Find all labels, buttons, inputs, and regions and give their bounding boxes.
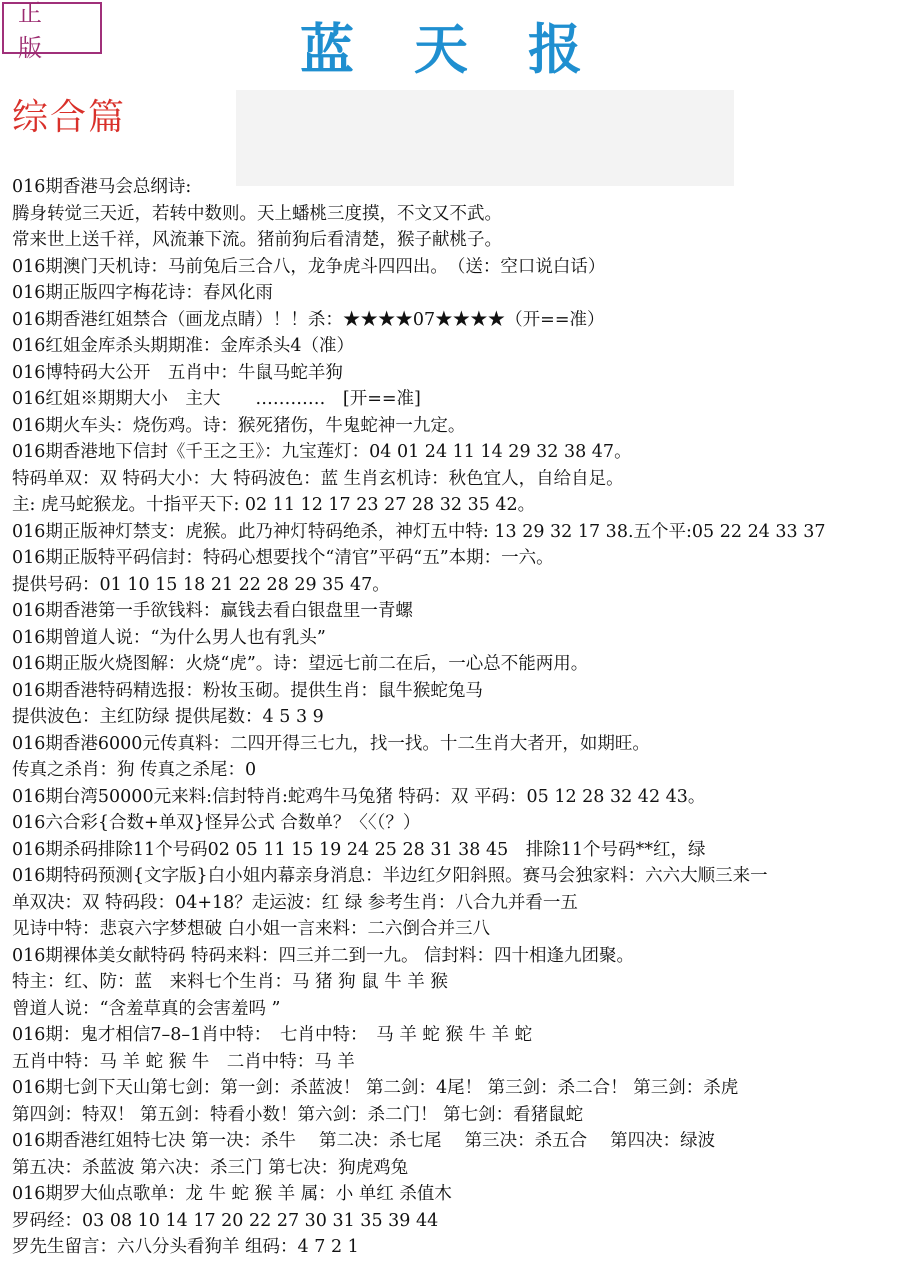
content-line: 016期香港红姐特七决 第一决：杀牛 第二决：杀七尾 第三决：杀五合 第四决：绿波 xyxy=(12,1131,716,1151)
content-line: 提供波色：主红防绿 提供尾数：4 5 3 9 xyxy=(12,707,324,727)
content-line: 016期香港6000元传真料：二四开得三七九，找一找。十二生肖大者开，如期旺。 xyxy=(12,733,650,754)
content-line: 016期香港地下信封《千王之王》：九宝莲灯：04 01 24 11 14 29 32 38 47。 xyxy=(12,442,632,462)
content-line: 016期曾道人说：“为什么男人也有乳头” xyxy=(12,627,326,648)
content-line: 016期火车头：烧伤鸡。诗：猴死猪伤，牛鬼蛇神一九定。 xyxy=(12,415,466,436)
content-line: 016六合彩{合数+单双}怪异公式 合数单？〈〈（？） xyxy=(12,813,421,833)
content-line: 提供号码：01 10 15 18 21 22 28 29 35 47。 xyxy=(12,574,390,595)
content-line: 016期香港第一手欲钱料：赢钱去看白银盘里一青螺 xyxy=(12,601,413,621)
content-line: 016博特码大公开 五肖中：牛鼠马蛇羊狗 xyxy=(12,362,343,383)
content-line: 见诗中特：悲哀六字梦想破 白小姐一言来料：二六倒合并三八 xyxy=(12,919,491,939)
content-line: 016红姐※期期大小 主大 ………… [开==准] xyxy=(12,389,421,409)
content-line: 016期香港马会总纲诗: xyxy=(12,177,192,197)
content-line: 传真之杀肖：狗 传真之杀尾：0 xyxy=(12,760,257,780)
content-line: 016期正版火烧图解：火烧“虎”。诗：望远七前二在后，一心总不能两用。 xyxy=(12,654,589,674)
content-line: 016期正版四字梅花诗：春风化雨 xyxy=(12,283,273,303)
content-line: 第四剑：特双！ 第五剑：特看小数！第六剑：杀二门！ 第七剑：看猪鼠蛇 xyxy=(12,1104,584,1125)
content-line: 016期罗大仙点歌单：龙 牛 蛇 猴 羊 属：小 单红 杀值木 xyxy=(12,1184,452,1204)
content-line: 第五决：杀蓝波 第六决：杀三门 第七决：狗虎鸡兔 xyxy=(12,1157,409,1178)
content-line: 016期七剑下天山第七剑：第一剑：杀蓝波！ 第二剑：4尾！ 第三剑：杀二合！ 第三剑：杀虎 xyxy=(12,1078,739,1098)
edition-badge: 正版 xyxy=(2,2,102,54)
blank-panel xyxy=(236,90,734,186)
content-line: 016期：鬼才相信7–8–1肖中特： 七肖中特： 马 羊 蛇 猴 牛 羊 蛇 xyxy=(12,1025,533,1045)
content-line: 016期裸体美女献特码 特码来料：四三并二到一九。 信封料：四十相逢九团聚。 xyxy=(12,945,635,966)
content-line: 016期特码预测{文字版}白小姐内幕亲身消息：半边红夕阳斜照。赛马会独家料：六六大顺三来一 xyxy=(12,866,768,886)
content-line: 主: 虎马蛇猴龙。十指平天下: 02 11 12 17 23 27 28 32 35 42。 xyxy=(12,495,536,515)
content-line: 腾身转觉三天近，若转中数则。天上蟠桃三度摸，不文又不武。 xyxy=(12,203,502,224)
content-line: 016红姐金库杀头期期准：金库杀头4（准） xyxy=(12,336,355,356)
content-line: 特主：红、防：蓝 来料七个生肖：马 猪 狗 鼠 牛 羊 猴 xyxy=(12,972,448,992)
content-line: 曾道人说：“含羞草真的会害羞吗 ” xyxy=(12,998,281,1019)
content-line: 单双决：双 特码段：04+18？走运波：红 绿 参考生肖：八合九并看一五 xyxy=(12,892,578,913)
content-line: 016期香港特码精选报：粉妆玉砌。提供生肖：鼠牛猴蛇兔马 xyxy=(12,680,483,701)
newspaper-title: 蓝天报 xyxy=(300,17,642,81)
content-line: 罗码经：03 08 10 14 17 20 22 27 30 31 35 39 44 xyxy=(12,1210,439,1231)
content-line: 特码单双：双 特码大小：大 特码波色：蓝 生肖玄机诗：秋色宜人，自给自足。 xyxy=(12,468,624,489)
content-lines xyxy=(12,174,900,1261)
section-title: 综合篇 xyxy=(12,97,127,138)
content-line: 常来世上送千祥，风流兼下流。猪前狗后看清楚，猴子献桃子。 xyxy=(12,230,502,250)
content-line: 016期正版神灯禁支：虎猴。此乃神灯特码绝杀，神灯五中特: 13 29 32 17 38.五个平:05 22 24 33 37 xyxy=(12,521,826,542)
content-line: 016期澳门天机诗：马前兔后三合八，龙争虎斗四四出。 （送：空口说白话） xyxy=(12,256,606,277)
content-line: 016期正版特平码信封：特码心想要找个“清官”平码“五”本期：一六。 xyxy=(12,548,554,568)
content-line: 016期香港红姐禁合（画龙点睛）！！杀：★★★★07★★★★（开==准） xyxy=(12,309,605,330)
content-line: 罗先生留言：六八分头看狗羊 组码：4 7 2 1 xyxy=(12,1237,359,1257)
content-line: 016期台湾50000元来料:信封特肖:蛇鸡牛马兔猪 特码：双 平码：05 12 28 32 42 43。 xyxy=(12,786,706,807)
content-line: 016期杀码排除11个号码02 05 11 15 19 24 25 28 31 38 45 排除11个号码**红，绿 xyxy=(12,839,706,860)
content-line: 五肖中特：马 羊 蛇 猴 牛 二肖中特：马 羊 xyxy=(12,1051,355,1072)
